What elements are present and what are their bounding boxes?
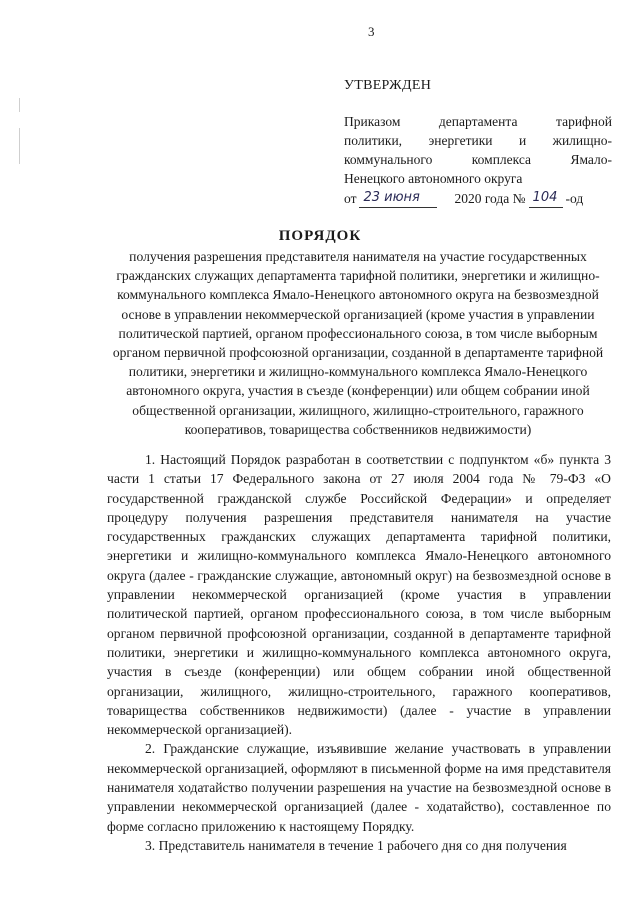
paragraph-3: 3. Представитель нанимателя в течение 1 рабочего дня со дня получения [145,837,567,853]
handwritten-order-number: 104 [529,188,563,208]
order-line: политики, энергетики и жилищно- [344,133,612,148]
order-line: Приказом департамента тарифной [344,114,612,129]
order-line: Ненецкого автономного округа [344,171,523,186]
document-body [107,450,611,855]
scan-margin-mark [19,98,20,112]
year-text: 2020 года № [454,191,526,206]
approval-stamp-label: УТВЕРЖДЕН [344,78,432,93]
paragraph-1: 1. Настоящий Порядок разработан в соответствии с подпунктом «б» пункта 3 части 1 статьи 17 Федерального закона от 27 июля 2004 года № 79-ФЗ «О государственной гражданской службе Российской Федерации» и определяет процедуру получения разрешения представителя нанимателя на участие государственных гражданских служащих департамента тарифной политики, энергетики и жилищно-коммунального комплекса Ямало-Ненецкого автономного округа (далее - гражданские служащие, автономный округ) на безвозмездной основе в управлении некоммерческой организацией (кроме участия в управлении политической партией, органом профессионального союза, в том числе выборным органом первичной профсоюзной организации, созданной в департаменте тарифной политики, энергетики и жилищно-коммунального комплекса автономного округа, участия в съезде (конференции) или общем собрании иной общественной организации, жилищного, жилищно-строительного, гаражного кооперативов, товарищества собственников недвижимости) (далее - участие в управлении некоммерческой организацией). [107,452,611,738]
document-title: ПОРЯДОК [278,228,362,244]
order-reference [344,112,612,208]
handwritten-date: 23 июня [359,188,437,208]
document-subtitle: получения разрешения представителя нанимателя на участие государственных гражданских служащих департамента тарифной политики, энергетики и жилищно-коммунального комплекса Ямало-Ненецкого автономного округа на безвозмездной основе в управлении некоммерческой организацией (кроме участия в управлении политической партией, органом профессионального союза, в том числе выборным органом первичной профсоюзной организации, созданной в департаменте тарифной политики, энергетики и жилищно-коммунального комплекса Ямало-Ненецкого автономного округа, участия в съезде (конференции) или общем собрании иной общественной организации, жилищного, жилищно-строительного, гаражного кооперативов, товарищества собственников недвижимости) [112,249,604,437]
paragraph-2: 2. Гражданские служащие, изъявившие желание участвовать в управлении некоммерческой организацией, оформляют в письменной форме на имя представителя нанимателя ходатайство получении разрешения на участие на безвозмездной основе в управлении некоммерческой организацией (далее - ходатайство), составленное по форме согласно приложению к настоящему Порядку. [107,741,611,834]
page-number: 3 [368,24,375,39]
order-date-line [344,188,612,208]
scan-margin-mark [19,128,20,164]
date-prefix: от [344,191,357,206]
order-line: коммунального комплекса Ямало- [344,152,612,167]
order-number-suffix: -од [565,191,584,206]
